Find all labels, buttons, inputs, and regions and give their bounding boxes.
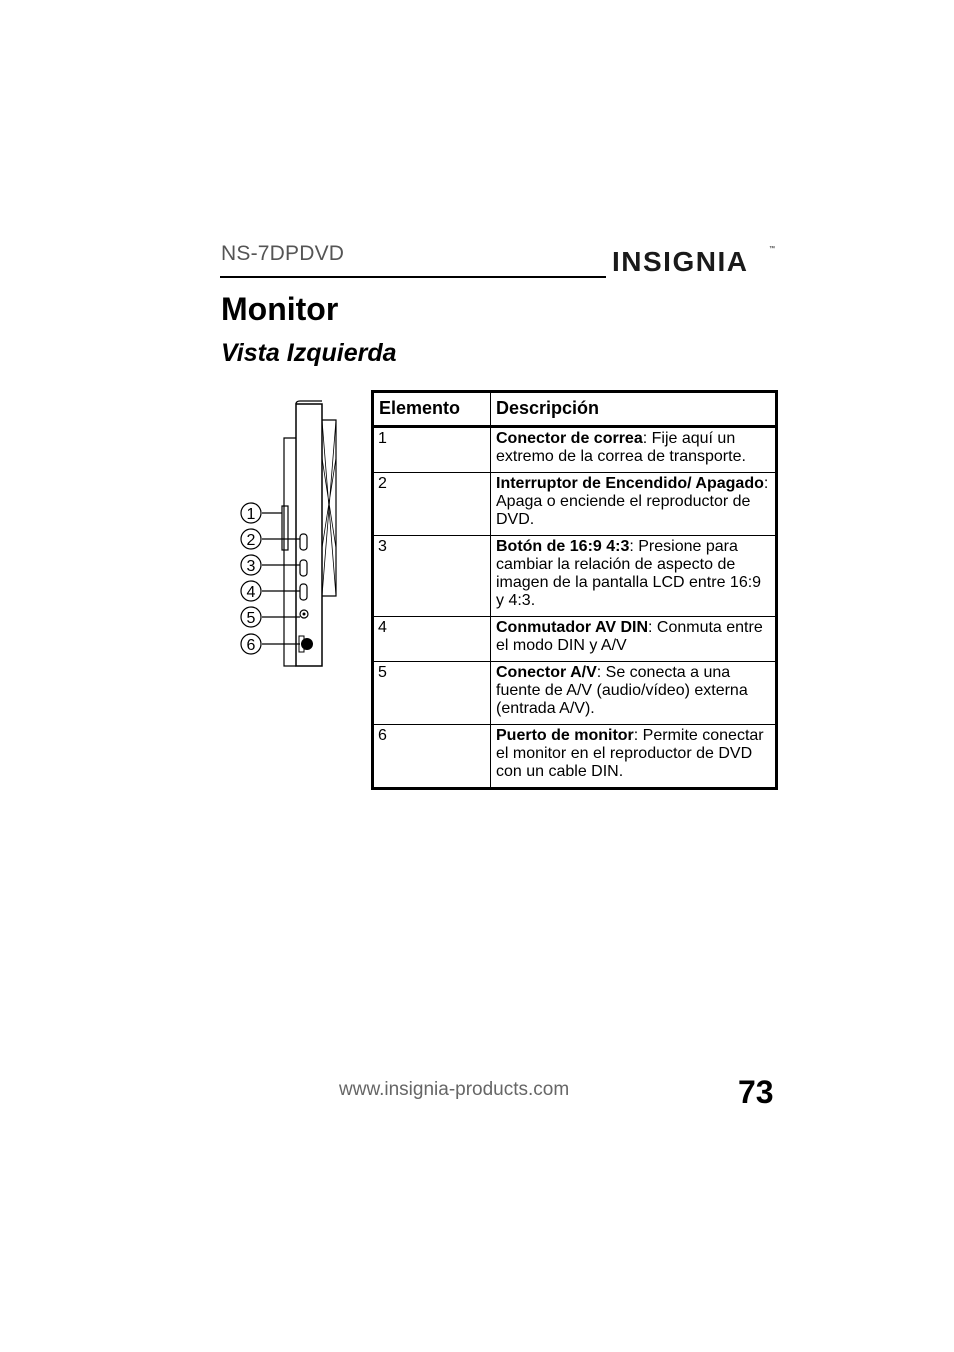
logo-tm: ™ — [769, 246, 775, 252]
callout-label-4: 4 — [246, 584, 256, 601]
row-number: 5 — [373, 662, 491, 725]
column-header-description: Descripción — [491, 392, 777, 427]
row-text: : Fije aquí un extremo de la correa de transporte. — [496, 430, 746, 465]
row-number: 6 — [373, 725, 491, 789]
table-row — [373, 473, 777, 536]
page-number: 73 — [738, 1074, 774, 1110]
logo-text: INSIGNIA — [612, 246, 749, 277]
table-row — [373, 725, 777, 789]
row-description — [491, 536, 777, 617]
av-din-switch — [300, 584, 307, 600]
row-description — [491, 725, 777, 789]
row-number: 1 — [373, 427, 491, 473]
row-text: : Presione para cambiar la relación de aspecto de imagen de la pantalla LCD entre 16:9 y 4:3. — [496, 538, 762, 609]
section-subtitle: Vista Izquierda — [221, 339, 397, 367]
monitor-left-view-diagram — [236, 398, 346, 673]
row-term: Interruptor de Encendido/ Apagado — [496, 475, 764, 492]
row-term: Botón de 16:9 4:3 — [496, 538, 630, 555]
model-number: NS-7DPDVD — [221, 242, 345, 265]
row-description — [491, 473, 777, 536]
row-description — [491, 617, 777, 662]
callout-label-3: 3 — [246, 558, 256, 575]
table-row — [373, 662, 777, 725]
row-description — [491, 662, 777, 725]
footer-url: www.insignia-products.com — [339, 1079, 570, 1100]
table-header-row — [373, 392, 777, 427]
page-title: Monitor — [221, 291, 339, 327]
table-row — [373, 536, 777, 617]
row-number: 3 — [373, 536, 491, 617]
callout-label-1: 1 — [246, 506, 256, 523]
callout-label-5: 5 — [246, 610, 256, 627]
row-text: : Se conecta a una fuente de A/V (audio/vídeo) externa (entrada A/V). — [496, 664, 748, 717]
row-number: 4 — [373, 617, 491, 662]
row-term: Puerto de monitor — [496, 727, 634, 744]
row-term: Conmutador AV DIN — [496, 619, 648, 636]
header-rule — [220, 276, 606, 278]
element-description-table — [371, 390, 778, 790]
table-row — [373, 427, 777, 473]
aspect-button — [300, 560, 307, 576]
callout-label-2: 2 — [246, 532, 256, 549]
row-text: : Conmuta entre el modo DIN y A/V — [496, 619, 763, 654]
callout-label-6: 6 — [246, 637, 256, 654]
table-row — [373, 617, 777, 662]
row-term: Conector de correa — [496, 430, 643, 447]
row-description — [491, 427, 777, 473]
row-term: Conector A/V — [496, 664, 597, 681]
strap-connector — [282, 506, 288, 550]
column-header-element: Elemento — [373, 392, 491, 427]
monitor-port — [301, 638, 313, 650]
row-number: 2 — [373, 473, 491, 536]
power-switch — [300, 534, 307, 550]
row-text: : Permite conectar el monitor en el reproductor de DVD con un cable DIN. — [496, 727, 764, 780]
row-text: : Apaga o enciende el reproductor de DVD. — [496, 475, 769, 528]
insignia-logo — [612, 242, 777, 282]
